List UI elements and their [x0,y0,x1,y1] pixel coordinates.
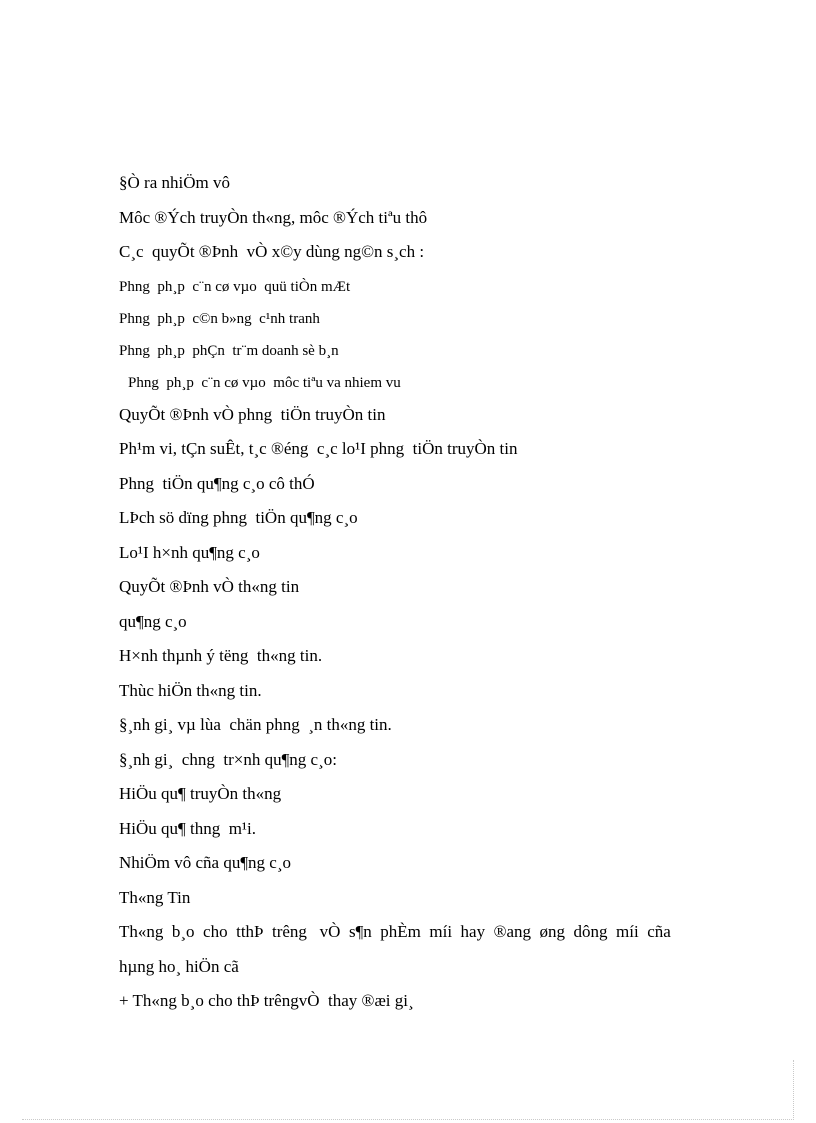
text-line: Th«ng Tin [119,887,191,907]
text-line: hµng ho¸ hiÖn cã [119,956,239,976]
text-line: Lo¹I h×nh qu¶ng c¸o [119,542,260,562]
text-line: HiÖu qu¶ truyÒn th«ng [119,784,282,803]
text-line: C¸c quyÕt ®Þnh vÒ x©y dùng ng©n s¸ch : [119,242,425,261]
text-line: HiÖu qu¶ thng m¹i. [119,818,256,838]
text-line: Thùc hiÖn th«ng tin. [119,680,262,700]
text-line: NhiÖm vô cña qu¶ng c¸o [119,853,292,872]
text-line: Phng ph¸p c¨n cø vµo quü tiÒn mÆt [119,278,351,295]
text-line: qu¶ng c¸o [119,611,187,631]
text-line: H×nh thµnh ý tëng th«ng tin. [119,646,323,665]
text-line: §Ò ra nhiÖm vô [119,173,230,192]
page-right-divider [793,1060,794,1120]
text-line: QuyÕt ®Þnh vÒ th«ng tin [119,577,300,596]
text-line: + Th«ng b¸o cho thÞ trêngvÒ thay ®æi gi¸ [119,991,414,1010]
text-line: Ph¹m vi, tÇn suÊt, t¸c ®éng c¸c lo¹I phng tiÖn truyÒn tin [119,439,518,458]
text-line: §¸nh gi¸ chng tr×nh qu¶ng c¸o: [119,749,337,769]
text-line: QuyÕt ®Þnh vÒ phng tiÖn truyÒn tin [119,404,386,424]
text-line: LÞch sö dïng phng tiÖn qu¶ng c¸o [119,508,358,527]
text-line: Phng ph¸p c¨n cø vµo môc tiªu va nhiem vu [128,374,401,391]
page-bottom-divider [22,1119,794,1120]
text-line: §¸nh gi¸ vµ lùa chän phng ¸n th«ng tin. [119,715,392,734]
text-line: Th«ng b¸o cho tthÞ trêng vÒ s¶n phÈm míi hay ®ang øng dông míi cña [119,922,671,941]
text-line: Phng tiÖn qu¶ng c¸o cô thÓ [119,473,315,493]
document-body [119,170,719,1023]
text-line: Môc ®Ých truyÒn th«ng, môc ®Ých tiªu thô [119,207,428,227]
text-line: Phng ph¸p phÇn tr¨m doanh sè b¸n [119,342,339,359]
text-line: Phng ph¸p c©n b»ng c¹nh tranh [119,310,320,327]
